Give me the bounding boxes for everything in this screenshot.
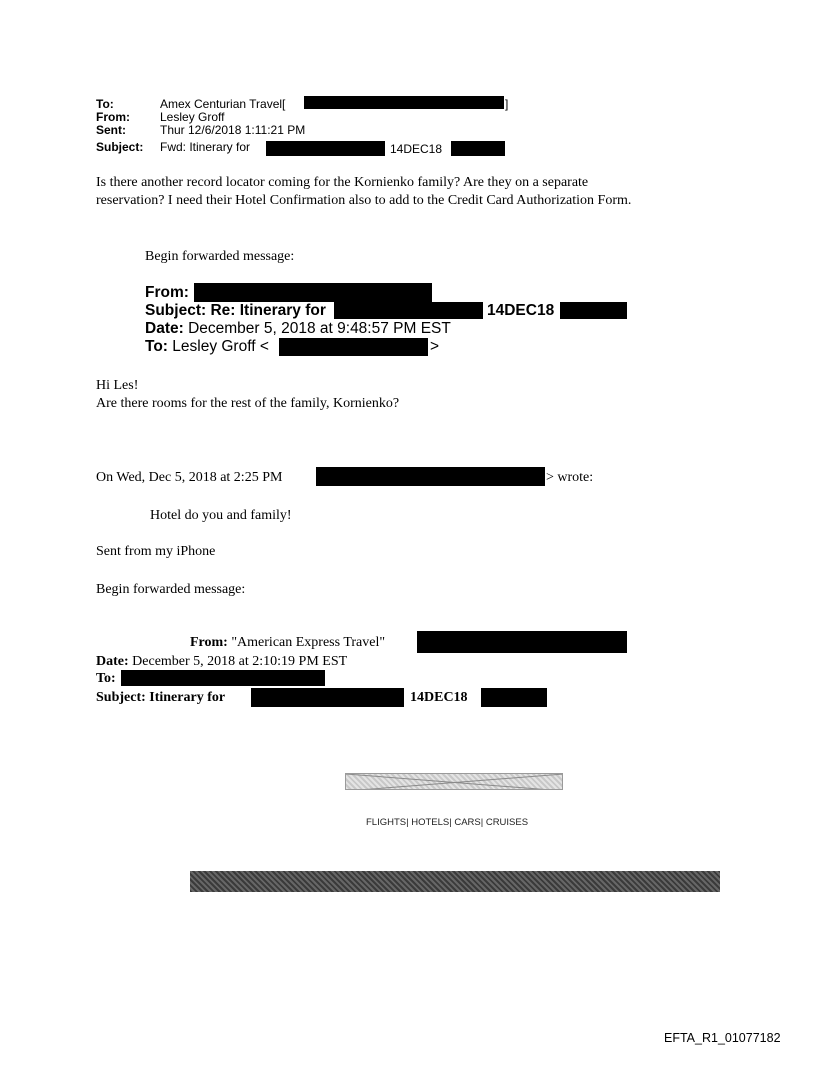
forward2-subject-code xyxy=(410,690,468,706)
forward1-subject-code-text: 14DEC18 xyxy=(487,302,555,319)
redaction-block xyxy=(266,141,385,156)
message-line-1: Is there another record locator coming for the Kornienko family? Are they on a separate xyxy=(96,175,589,190)
redaction-block xyxy=(417,631,627,653)
redaction-block xyxy=(560,302,627,319)
header-from-label: From: xyxy=(96,110,130,124)
header-sent-label: Sent: xyxy=(96,123,126,137)
broken-image-icon xyxy=(345,773,563,790)
redaction-block xyxy=(121,670,325,686)
quote-hotel-line: Hotel do you and family! xyxy=(150,508,292,523)
quote-intro: Begin forwarded message: xyxy=(96,582,246,597)
forward2-subject-label: Subject: Itinerary for xyxy=(96,690,226,705)
header-from-value: Lesley Groff xyxy=(160,110,225,124)
header-to-close: ] xyxy=(505,97,509,111)
forward2-subject-row xyxy=(96,690,225,706)
forward1-to-row xyxy=(145,338,269,355)
forward1-from-row xyxy=(145,284,189,301)
message-line-2: reservation? I need their Hotel Confirmation also to add to the Credit Card Authorization Form. xyxy=(96,193,632,208)
banner-image xyxy=(190,871,720,892)
forward1-to-value: Lesley Groff < xyxy=(172,338,269,355)
redaction-block xyxy=(451,141,505,156)
header-subject-value: Fwd: Itinerary for xyxy=(160,140,251,154)
redaction-block xyxy=(334,302,483,319)
header-subject-row xyxy=(96,141,250,154)
header-subject-label: Subject: xyxy=(96,140,144,154)
quote-on-line: On Wed, Dec 5, 2018 at 2:25 PM xyxy=(96,470,283,485)
redaction-block xyxy=(316,467,545,486)
forward1-subject-code xyxy=(487,302,554,319)
forward1-to-label: To: xyxy=(145,338,168,355)
forward1-intro: Begin forwarded message: xyxy=(145,249,295,264)
forward2-date-label: Date: xyxy=(96,654,129,669)
forward1-to-close: > xyxy=(430,338,440,355)
header-subject-code: 14DEC18 xyxy=(390,142,443,156)
forward2-to-label: To: xyxy=(96,671,116,686)
redaction-block xyxy=(304,96,504,109)
forward1-from-label: From: xyxy=(145,284,189,301)
forward2-to-row xyxy=(96,671,116,687)
header-to-value: Amex Centurian Travel[ xyxy=(160,97,286,111)
reply-greeting: Hi Les! xyxy=(96,378,139,393)
redaction-block xyxy=(251,688,404,707)
redaction-block xyxy=(194,283,432,302)
forward1-date-value: December 5, 2018 at 9:48:57 PM EST xyxy=(188,320,451,337)
forward1-date-label: Date: xyxy=(145,320,184,337)
forward1-date-row xyxy=(145,320,451,337)
forward1-subject-label: Subject: Re: Itinerary for xyxy=(145,302,326,319)
reply-question: Are there rooms for the rest of the family, Kornienko? xyxy=(96,396,400,411)
nav-links[interactable]: FLIGHTS| HOTELS| CARS| CRUISES xyxy=(366,817,529,828)
header-sent-value: Thur 12/6/2018 1:11:21 PM xyxy=(160,123,306,137)
header-to-label: To: xyxy=(96,97,114,111)
forward2-date-value: December 5, 2018 at 2:10:19 PM EST xyxy=(132,654,348,669)
forward2-from-value: "American Express Travel" xyxy=(231,635,386,650)
redaction-block xyxy=(481,688,547,707)
forward2-date-row xyxy=(96,654,347,670)
forward2-subject-code-text: 14DEC18 xyxy=(410,690,468,705)
quote-wrote: > wrote: xyxy=(546,470,594,485)
forward2-from-row xyxy=(190,635,385,651)
document-id: EFTA_R1_01077182 xyxy=(664,1031,781,1045)
header-sent-row xyxy=(96,124,305,137)
forward1-subject-row xyxy=(145,302,326,319)
redaction-block xyxy=(279,338,428,356)
forward2-from-label: From: xyxy=(190,635,228,650)
quote-sent-from: Sent from my iPhone xyxy=(96,544,216,559)
